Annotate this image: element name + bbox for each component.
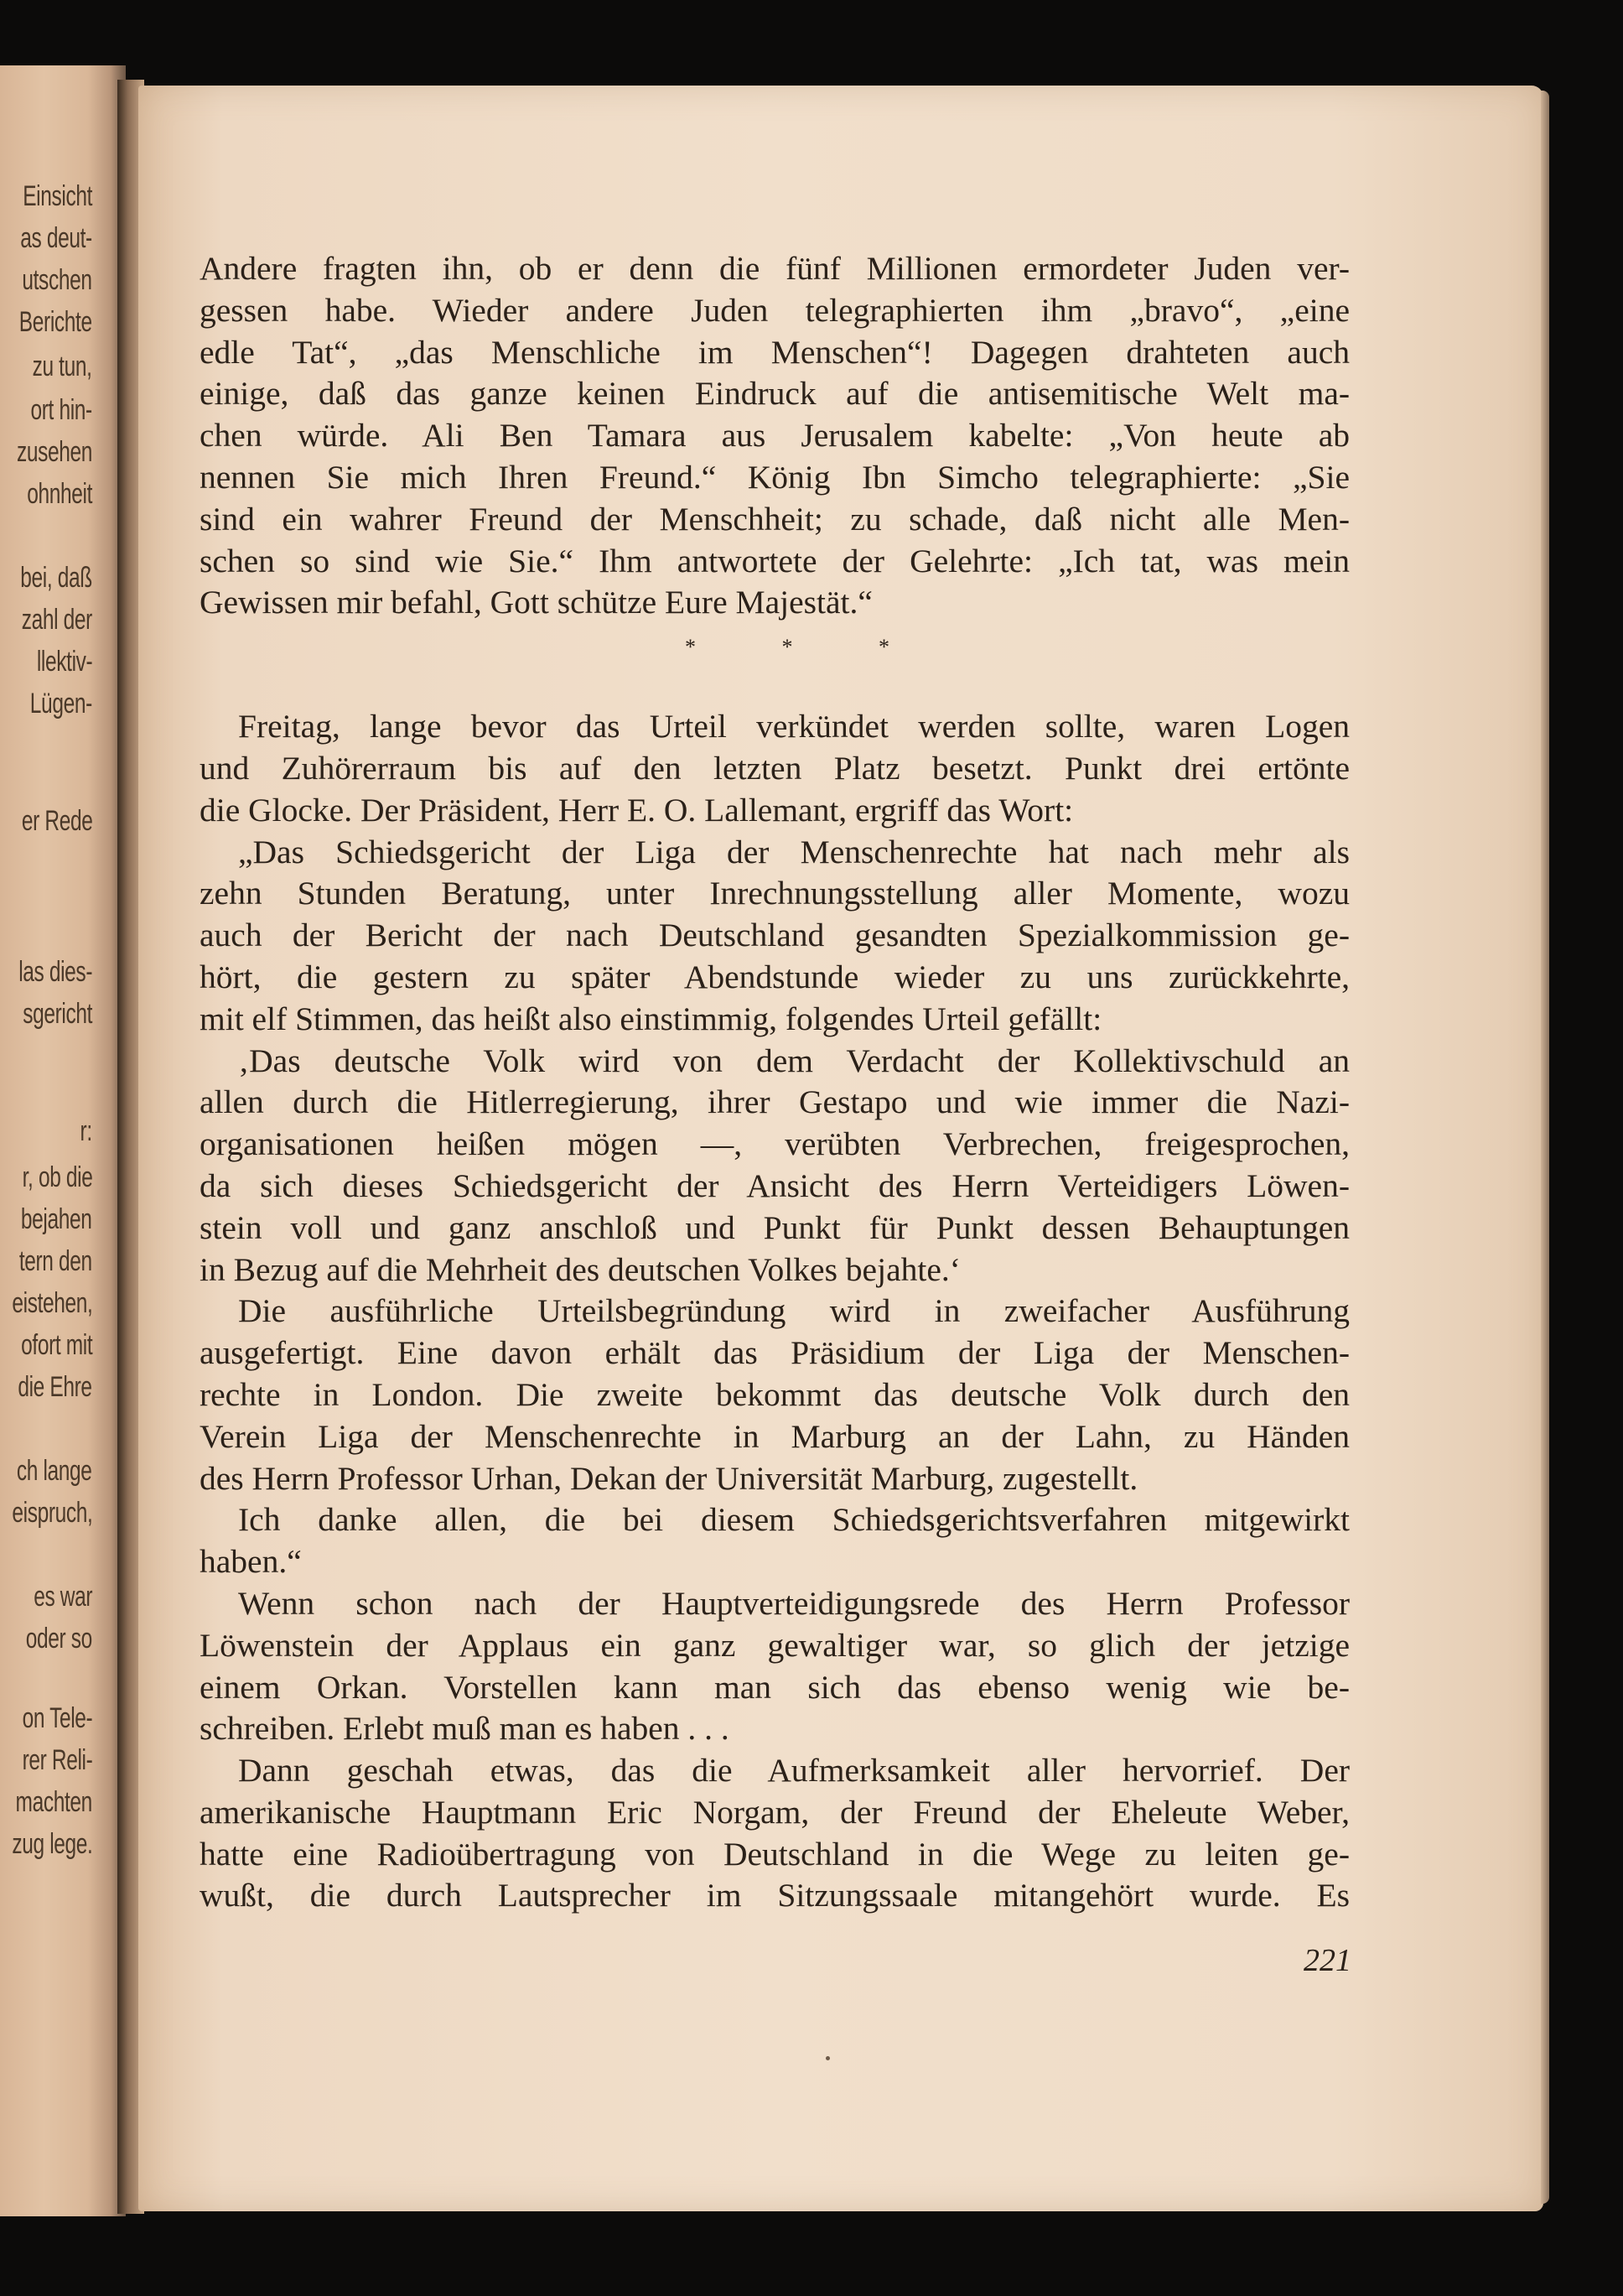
- previous-page-fragment: bejahen: [21, 1203, 92, 1235]
- previous-page-fragment: zu tun,: [33, 351, 92, 382]
- previous-page-fragment: die Ehre: [18, 1371, 92, 1403]
- previous-page-fragment: rer Reli-: [22, 1744, 92, 1776]
- text-line: mit elf Stimmen, das heißt also einstimmig, folgendes Urteil gefällt:: [200, 1000, 1102, 1037]
- previous-page-fragment: bei, daß: [20, 562, 92, 594]
- paragraph-2: [200, 706, 1350, 831]
- text-line: gessen habe. Wieder andere Juden telegraphierten ihm „bravo“, „eine: [200, 291, 1350, 329]
- previous-page-fragment: machten: [15, 1786, 92, 1818]
- text-line: amerikanische Hauptmann Eric Norgam, der Freund der Eheleute Weber,: [200, 1793, 1350, 1831]
- asterisk: *: [781, 635, 793, 660]
- text-line: Andere fragten ihn, ob er denn die fünf Millionen ermordeter Juden ver-: [200, 250, 1350, 287]
- text-line: schen so sind wie Sie.“ Ihm antwortete der Gelehrte: „Ich tat, was mein: [200, 542, 1350, 579]
- text-line: organisationen heißen mögen —, verübten Verbrechen, freigesprochen,: [200, 1125, 1350, 1163]
- page-number: 221: [1304, 1943, 1351, 1978]
- previous-page-fragment: zusehen: [16, 436, 92, 468]
- text-line: die Glocke. Der Präsident, Herr E. O. Lallemant, ergriff das Wort:: [200, 791, 1074, 829]
- text-line: Dann geschah etwas, das die Aufmerksamkeit aller hervorrief. Der: [238, 1752, 1350, 1790]
- previous-page-fragment: eistehen,: [11, 1287, 92, 1319]
- paragraph-5: [200, 1291, 1350, 1499]
- text-line: schreiben. Erlebt muß man es haben . . .: [200, 1710, 729, 1748]
- previous-page-fragment: ohnheit: [27, 478, 92, 510]
- asterisk: *: [685, 635, 696, 660]
- text-line: Die ausführliche Urteilsbegründung wird in zweifacher Ausführung: [238, 1292, 1350, 1330]
- previous-page-fragment: las dies-: [18, 956, 92, 988]
- text-line: Ich danke allen, die bei diesem Schiedsgerichtsverfahren mitgewirkt: [238, 1501, 1350, 1539]
- previous-page-fragment: oder so: [25, 1623, 92, 1654]
- text-line: Gewissen mir befahl, Gott schütze Eure Majestät.“: [200, 584, 873, 621]
- page-body-text: [200, 248, 1350, 1917]
- text-line: chen würde. Ali Ben Tamara aus Jerusalem kabelte: „Von heute ab: [200, 417, 1350, 455]
- text-line: in Bezug auf die Mehrheit des deutschen Volkes bejahte.‘: [200, 1250, 961, 1288]
- text-line: „Das Schiedsgericht der Liga der Menschenrechte hat nach mehr als: [238, 833, 1350, 870]
- paragraph-6: [200, 1499, 1350, 1583]
- paragraph-7: [200, 1583, 1350, 1750]
- paragraph-3: [200, 832, 1350, 1041]
- text-line: hört, die gestern zu später Abendstunde wieder zu uns zurückkehrte,: [200, 958, 1350, 995]
- text-line: Löwenstein der Applaus ein ganz gewaltiger war, so glich der jetzige: [200, 1626, 1350, 1664]
- text-line: ‚Das deutsche Volk wird von dem Verdacht der Kollektivschuld an: [238, 1042, 1350, 1079]
- text-line: und Zuhörerraum bis auf den letzten Platz besetzt. Punkt drei ertönte: [200, 749, 1350, 787]
- previous-page-fragment: on Tele-: [22, 1702, 92, 1734]
- previous-page-fragment: r:: [80, 1115, 92, 1147]
- text-line: Freitag, lange bevor das Urteil verkündet werden sollte, waren Logen: [238, 708, 1350, 745]
- previous-page: [0, 65, 126, 2216]
- paper-speck: [826, 2056, 830, 2060]
- previous-page-fragment: as deut-: [20, 222, 92, 254]
- paragraph-1: [200, 248, 1350, 624]
- previous-page-fragment: r, ob die: [22, 1161, 92, 1193]
- previous-page-fragment: utschen: [22, 264, 92, 296]
- text-line: hatte eine Radioübertragung von Deutschland in die Wege zu leiten ge-: [200, 1835, 1350, 1873]
- text-line: rechte in London. Die zweite bekommt das deutsche Volk durch den: [200, 1375, 1350, 1413]
- previous-page-fragment: er Rede: [21, 805, 92, 837]
- text-line: auch der Bericht der nach Deutschland gesandten Spezialkommission ge-: [200, 917, 1350, 954]
- previous-page-fragment: ort hin-: [30, 394, 92, 426]
- previous-page-fragment: llektiv-: [36, 646, 92, 678]
- text-line: Wenn schon nach der Hauptverteidigungsrede des Herrn Professor: [238, 1584, 1350, 1622]
- previous-page-fragment: zug lege.: [11, 1828, 92, 1860]
- text-line: einem Orkan. Vorstellen kann man sich das ebenso wenig wie be-: [200, 1668, 1350, 1706]
- previous-page-fragment: zahl der: [21, 604, 92, 636]
- previous-page-fragment: Einsicht: [23, 180, 92, 212]
- text-line: ausgefertigt. Eine davon erhält das Präsidium der Liga der Menschen-: [200, 1334, 1350, 1372]
- text-line: nennen Sie mich Ihren Freund.“ König Ibn Simcho telegraphierte: „Sie: [200, 458, 1350, 496]
- text-line: des Herrn Professor Urhan, Dekan der Universität Marburg, zugestellt.: [200, 1459, 1138, 1497]
- text-line: einige, daß das ganze keinen Eindruck auf die antisemitische Welt ma-: [200, 375, 1350, 413]
- text-line: haben.“: [200, 1543, 302, 1581]
- section-separator: [200, 624, 1350, 671]
- text-line: stein voll und ganz anschloß und Punkt für Punkt dessen Behauptungen: [200, 1208, 1350, 1246]
- previous-page-fragment: ofort mit: [20, 1329, 92, 1361]
- text-line: sind ein wahrer Freund der Menschheit; zu schade, daß nicht alle Men-: [200, 500, 1350, 538]
- previous-page-fragment: eispruch,: [11, 1497, 92, 1529]
- text-line: edle Tat“, „das Menschliche im Menschen“! Dagegen drahteten auch: [200, 333, 1350, 371]
- paragraph-4: [200, 1041, 1350, 1291]
- text-line: wußt, die durch Lautsprecher im Sitzungssaale mitangehört wurde. Es: [200, 1877, 1350, 1914]
- text-line: Verein Liga der Menschenrechte in Marburg an der Lahn, zu Händen: [200, 1417, 1350, 1455]
- text-line: allen durch die Hitlerregierung, ihrer Gestapo und wie immer die Nazi-: [200, 1083, 1350, 1121]
- previous-page-fragment: Berichte: [19, 306, 92, 338]
- text-line: zehn Stunden Beratung, unter Inrechnungsstellung aller Momente, wozu: [200, 875, 1350, 912]
- page-edge: [1541, 91, 1549, 2204]
- paragraph-8: [200, 1750, 1350, 1917]
- previous-page-fragment: sgericht: [23, 998, 92, 1030]
- asterisk: *: [879, 635, 889, 660]
- previous-page-fragment: Lügen-: [29, 688, 92, 719]
- previous-page-fragment: tern den: [19, 1245, 92, 1277]
- previous-page-fragment: ch lange: [17, 1455, 92, 1487]
- text-line: da sich dieses Schiedsgericht der Ansicht des Herrn Verteidigers Löwen-: [200, 1166, 1350, 1204]
- previous-page-fragment: es war: [34, 1581, 92, 1613]
